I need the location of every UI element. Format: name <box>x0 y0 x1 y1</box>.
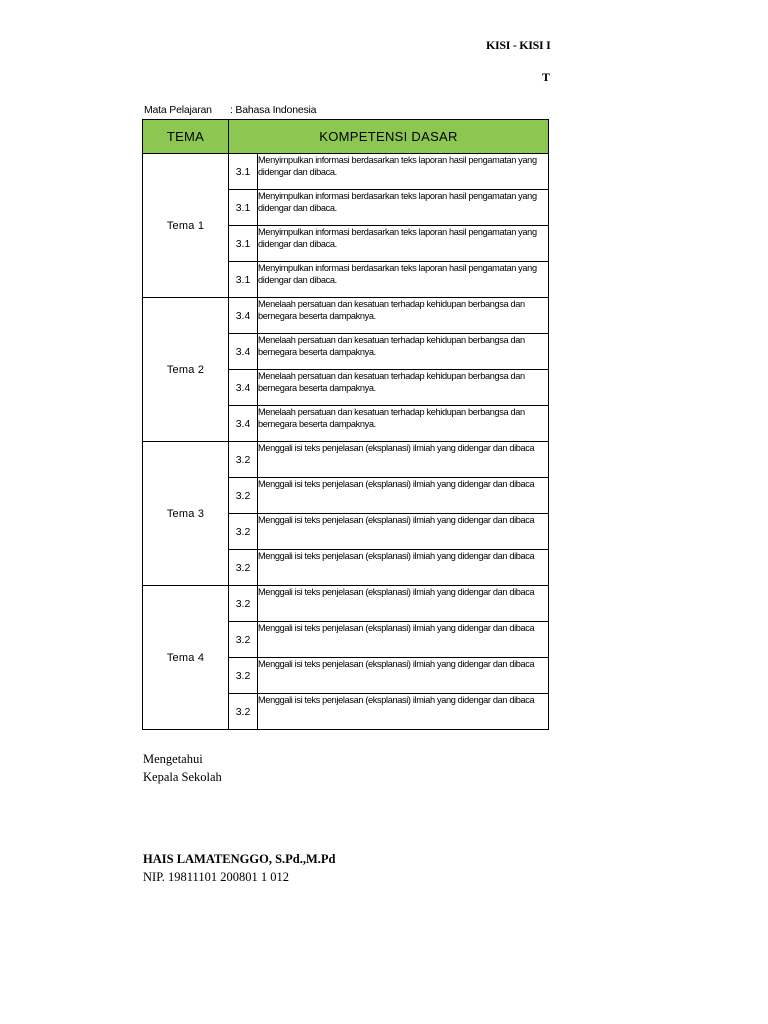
kd-description: Menelaah persatuan dan kesatuan terhadap kehidupan berbangsa dan bernegara beserta dampaknya. <box>258 298 549 334</box>
subject-label: Mata Pelajaran <box>144 104 212 116</box>
kd-number: 3.1 <box>229 154 258 190</box>
table-row <box>143 298 549 334</box>
header-tema: TEMA <box>143 120 229 154</box>
competency-table <box>142 119 549 730</box>
tema-cell: Tema 3 <box>143 442 229 586</box>
kd-number: 3.2 <box>229 658 258 694</box>
kd-description: Menelaah persatuan dan kesatuan terhadap kehidupan berbangsa dan bernegara beserta dampaknya. <box>258 370 549 406</box>
kd-number: 3.2 <box>229 442 258 478</box>
kd-number: 3.4 <box>229 334 258 370</box>
table-row <box>143 586 549 622</box>
kd-number: 3.1 <box>229 262 258 298</box>
principal-title: Kepala Sekolah <box>143 770 222 784</box>
table-row <box>143 442 549 478</box>
kd-description: Menggali isi teks penjelasan (eksplanasi) ilmiah yang didengar dan dibaca <box>258 586 549 622</box>
kd-description: Menggali isi teks penjelasan (eksplanasi) ilmiah yang didengar dan dibaca <box>258 550 549 586</box>
document-subtitle: T <box>542 70 551 84</box>
kd-number: 3.1 <box>229 226 258 262</box>
table-header-row <box>143 120 549 154</box>
kd-number: 3.2 <box>229 478 258 514</box>
subject-line <box>144 104 316 116</box>
kd-number: 3.2 <box>229 514 258 550</box>
kd-description: Menyimpulkan informasi berdasarkan teks laporan hasil pengamatan yang didengar dan dibaca. <box>258 226 549 262</box>
kd-number: 3.4 <box>229 370 258 406</box>
document-title: KISI - KISI I <box>486 38 551 52</box>
kd-description: Menggali isi teks penjelasan (eksplanasi) ilmiah yang didengar dan dibaca <box>258 658 549 694</box>
kd-description: Menggali isi teks penjelasan (eksplanasi) ilmiah yang didengar dan dibaca <box>258 622 549 658</box>
kd-number: 3.2 <box>229 586 258 622</box>
table-row <box>143 154 549 190</box>
kd-number: 3.4 <box>229 406 258 442</box>
kd-number: 3.4 <box>229 298 258 334</box>
kd-description: Menyimpulkan informasi berdasarkan teks laporan hasil pengamatan yang didengar dan dibaca. <box>258 190 549 226</box>
kd-description: Menelaah persatuan dan kesatuan terhadap kehidupan berbangsa dan bernegara beserta dampaknya. <box>258 334 549 370</box>
tema-cell: Tema 1 <box>143 154 229 298</box>
kd-description: Menggali isi teks penjelasan (eksplanasi) ilmiah yang didengar dan dibaca <box>258 442 549 478</box>
kd-description: Menggali isi teks penjelasan (eksplanasi) ilmiah yang didengar dan dibaca <box>258 478 549 514</box>
kd-description: Menyimpulkan informasi berdasarkan teks laporan hasil pengamatan yang didengar dan dibaca. <box>258 262 549 298</box>
kd-description: Menyimpulkan informasi berdasarkan teks laporan hasil pengamatan yang didengar dan dibaca. <box>258 154 549 190</box>
kd-number: 3.1 <box>229 190 258 226</box>
kd-number: 3.2 <box>229 622 258 658</box>
kd-description: Menggali isi teks penjelasan (eksplanasi) ilmiah yang didengar dan dibaca <box>258 514 549 550</box>
kd-description: Menelaah persatuan dan kesatuan terhadap kehidupan berbangsa dan bernegara beserta dampaknya. <box>258 406 549 442</box>
principal-name: HAIS LAMATENGGO, S.Pd.,M.Pd <box>143 852 336 866</box>
subject-value: : Bahasa Indonesia <box>230 104 317 116</box>
table-body <box>143 154 549 730</box>
tema-cell: Tema 2 <box>143 298 229 442</box>
kd-number: 3.2 <box>229 694 258 730</box>
principal-nip: NIP. 19811101 200801 1 012 <box>143 870 289 884</box>
header-kompetensi-dasar: KOMPETENSI DASAR <box>229 120 549 154</box>
tema-cell: Tema 4 <box>143 586 229 730</box>
acknowledge-label: Mengetahui <box>143 752 203 766</box>
kd-number: 3.2 <box>229 550 258 586</box>
kd-description: Menggali isi teks penjelasan (eksplanasi) ilmiah yang didengar dan dibaca <box>258 694 549 730</box>
